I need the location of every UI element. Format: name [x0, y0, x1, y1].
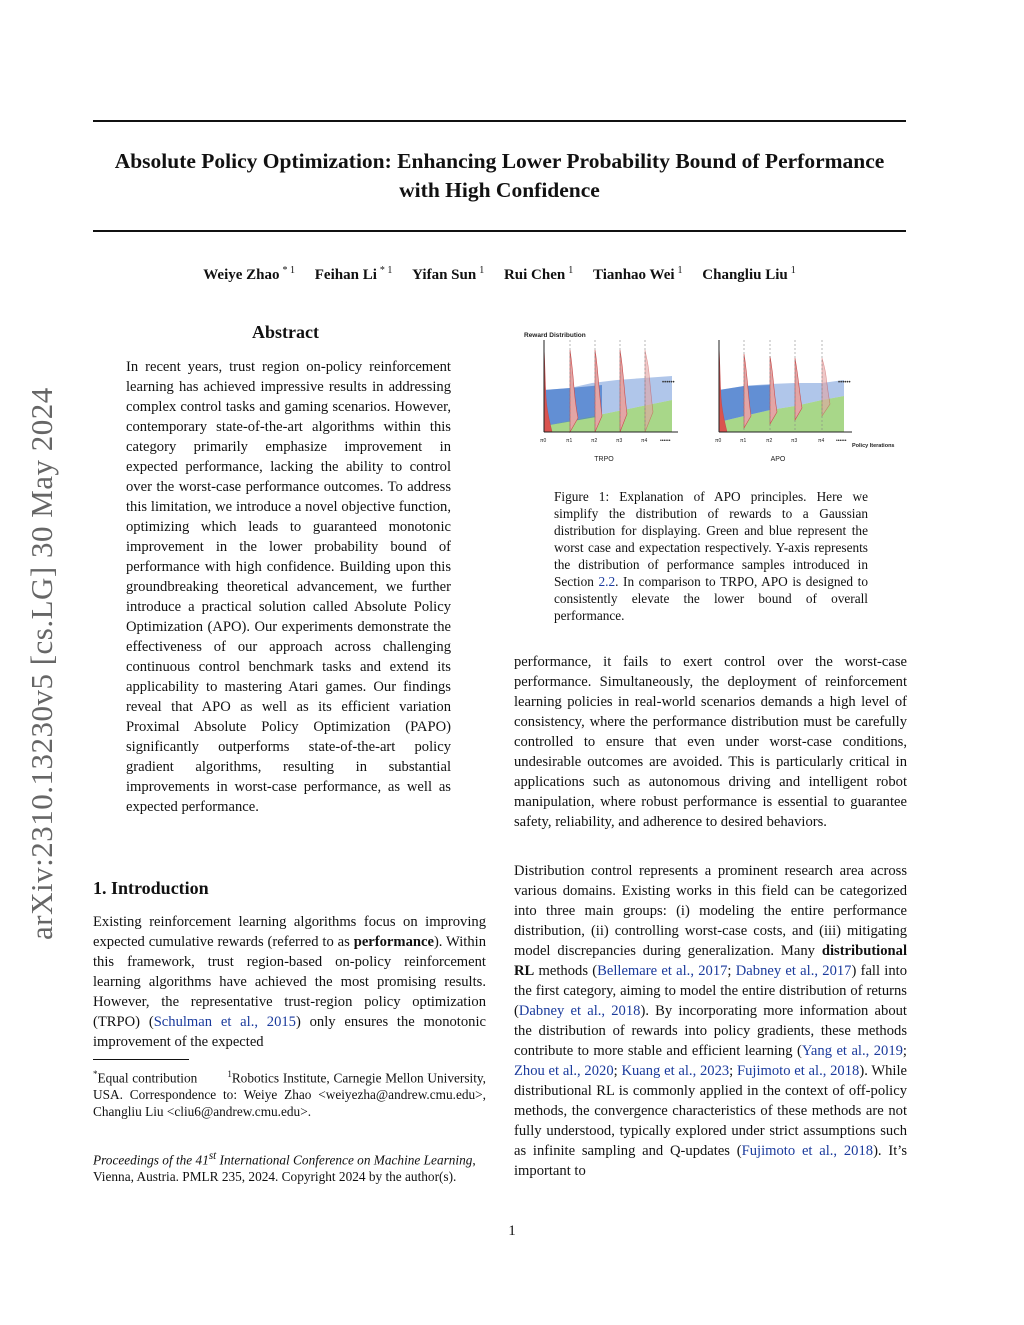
tick-label: π4	[641, 438, 648, 444]
citation-link[interactable]: Fujimoto et al., 2018	[741, 1143, 874, 1159]
tick-label: π2	[591, 438, 598, 444]
tick-label: π1	[740, 438, 747, 444]
continuation-dots: ••••••	[662, 380, 675, 386]
panel-label-trpo: TRPO	[594, 456, 614, 463]
citation-link[interactable]: Yang et al., 2019	[801, 1043, 903, 1059]
arxiv-stamp: arXiv:2310.13230v5 [cs.LG] 30 May 2024	[24, 387, 59, 940]
abstract-heading: Abstract	[252, 322, 319, 342]
abstract-text: In recent years, trust region on-policy reinforcement learning has achieved impressive results in addressing complex control tasks and gaming scenarios. However, contemporary state-of-the-art algorithms within this category primarily emphasize improvement in expected performance, lacking the ability to control over the worst-case performance outcomes. To address this limitation, we introduce a novel objective function, optimizing which leads to guaranteed monotonic improvement in the lower probability bound of performance with high confidence. Building upon this groundbreaking theoretical advancement, we further introduce a practical solution called Absolute Policy Optimization (APO). Our experiments demonstrate the effectiveness of our approach across challenging continuous control benchmark tasks and extend its applicability to mastering Atari games. Our findings reveal that APO as well as its efficient variation Proximal Absolute Policy Optimization (PAPO) significantly outperforms state-of-the-art policy gradient algorithms, resulting in substantial improvements in worst-case performance, as well as expected performance.	[126, 359, 451, 815]
body-paragraph: Distribution control represents a prominent research area across various domains. Existing works in this field can be categorized into three main groups: (i) modeling the entire performance distribution, (ii) controlling worst-case costs, and (iii) mitigating model discrepancies during generalization. Many distributional RL methods (Bellemare et al., 2017; Dabney et al., 2017) fall into the first category, aiming to model the entire distribution of returns (Dabney et al., 2018). By incorporating more information about the distribution of rewards into policy gradients, these methods contribute to more stable and efficient learning (Yang et al., 2019; Zhou et al., 2020; Kuang et al., 2023; Fujimoto et al., 2018). While distributional RL is commonly applied in the context of off-policy methods, the convergence characteristics of these methods are not fully understood, typically explored under strict assumptions such as infinite sampling and Q-updates (Fujimoto et al., 2018). It’s important to	[514, 863, 907, 1179]
panel-label-apo: APO	[770, 456, 786, 463]
tick-label: π0	[540, 438, 547, 444]
continuation-dots: ••••••	[838, 380, 851, 386]
tick-label: π3	[791, 438, 798, 444]
x-axis-label: Policy Iterations	[852, 443, 895, 449]
tick-label: ••••••	[660, 438, 671, 444]
author-list	[93, 265, 906, 284]
y-axis-label: Reward Distribution	[524, 332, 586, 339]
footnote: *Equal contribution $^1$Robotics Institute, Carnegie Mellon University, USA. Correspondence to: Weiye Zhao <weiyezha@andrew.cmu.edu>, Changliu Liu <cliu6@andrew.cmu.edu>.	[93, 1069, 487, 1120]
citation-link[interactable]: Zhou et al., 2020	[514, 1063, 614, 1079]
author: Tianhao Wei $^1$	[592, 265, 683, 283]
citation-link[interactable]: Bellemare et al., 2017	[597, 963, 728, 979]
figure-caption: Figure 1: Explanation of APO principles. Here we simplify the distribution of rewards to a Gaussian distribution for displaying. Green and blue represent the worst case and expectation respectively. Y-axis represents the distribution of performance samples introduced in Section 2.2. In comparison to TRPO, APO is designed to consistently elevate the lower bound of overall performance.	[554, 489, 868, 623]
author: Feihan Li $^{* 1}$	[314, 265, 393, 283]
citation-link[interactable]: Dabney et al., 2018	[518, 1003, 641, 1019]
tick-label: π1	[566, 438, 573, 444]
tick-label: π4	[818, 438, 825, 444]
footnote-rule	[93, 1059, 189, 1060]
trpo-panel	[524, 332, 678, 463]
body-paragraph: performance, it fails to exert control over the worst-case performance. Simultaneously, the deployment of reinforcement learning policies in real-world scenarios demands a high level of consistency, where the performance distribution must be carefully controlled to ensure that even under worst-case conditions, undesirable outcomes are avoided. This is particularly critical in applications such as autonomous driving and intelligent robot manipulation, where robust performance is essential to guarantee safety, reliability, and adherence to desired behaviors.	[514, 654, 907, 830]
top-rule	[93, 120, 906, 122]
citation-link[interactable]: Kuang et al., 2023	[621, 1063, 730, 1079]
apo-panel	[715, 340, 895, 463]
author: Rui Chen $^1$	[503, 265, 574, 283]
figure-1	[522, 328, 902, 468]
section-heading: 1. Introduction	[93, 878, 209, 898]
tick-label: π2	[766, 438, 773, 444]
author: Changliu Liu $^1$	[702, 265, 796, 283]
section-ref-link[interactable]: 2.2	[598, 574, 616, 589]
citation-link[interactable]: Dabney et al., 2017	[735, 963, 852, 979]
citation-link[interactable]: Fujimoto et al., 2018	[736, 1063, 860, 1079]
author: Yifan Sun $^1$	[412, 265, 485, 283]
page-number: 1	[508, 1223, 516, 1239]
proceedings-note: Proceedings of the 41st International Conference on Machine Learning, Vienna, Austria. PMLR 235, 2024. Copyright 2024 by the author(s).	[93, 1150, 476, 1185]
author: Weiye Zhao $^{* 1}$	[203, 265, 296, 283]
title-bottom-rule	[93, 230, 906, 232]
intro-paragraph: Existing reinforcement learning algorithms focus on improving expected cumulative rewards (referred to as performance). Within this framework, trust region-based on-policy reinforcement learning algorithms have achieved the most promising results. However, the representative trust-region policy optimization (TRPO) (Schulman et al., 2015) only ensures the monotonic improvement of the expected	[93, 914, 487, 1050]
tick-label: π0	[715, 438, 722, 444]
citation-link[interactable]: Schulman et al., 2015	[153, 1014, 296, 1030]
paper-title: Absolute Policy Optimization: Enhancing Lower Probability Bound of Performance with High Confidence	[114, 149, 885, 202]
tick-label: π3	[616, 438, 623, 444]
tick-label: ••••••	[836, 438, 847, 444]
